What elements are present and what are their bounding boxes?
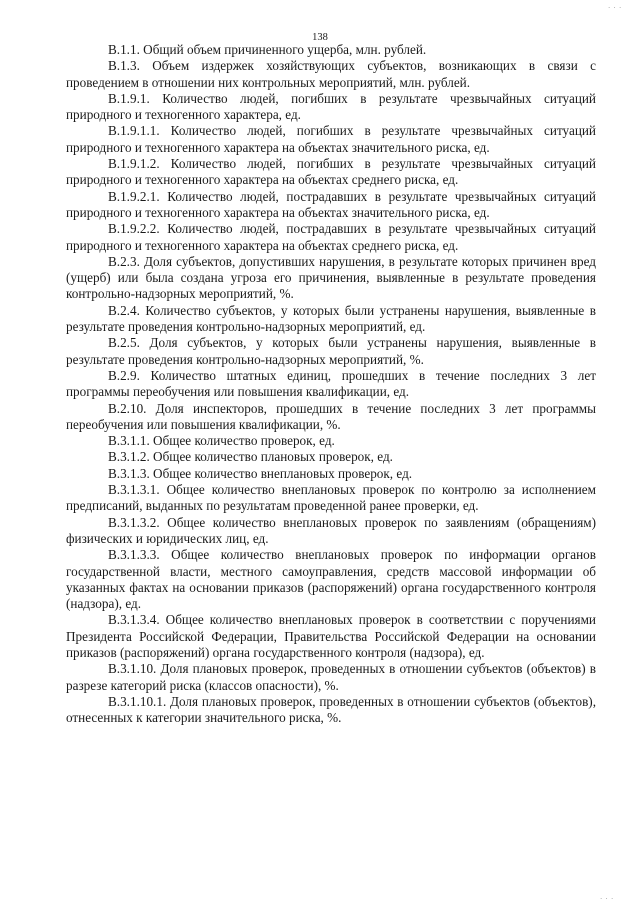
paragraph: В.1.9.1.1. Количество людей, погибших в результате чрезвычайных ситуаций природного и техногенного характера на объектах значительного риска, ед.	[66, 123, 596, 155]
paragraph: В.2.10. Доля инспекторов, прошедших в течение последних 3 лет программы переобучения или повышения квалификации, %.	[66, 400, 596, 432]
paragraph: В.2.4. Количество субъектов, у которых были устранены нарушения, выявленные в результате проведения контрольно-надзорных мероприятий, ед.	[66, 302, 596, 335]
paragraph: В.1.3. Объем издержек хозяйствующих субъектов, возникающих в связи с проведением в отношении них контрольных мероприятий, млн. рублей.	[66, 58, 596, 90]
paragraph: В.3.1.3.1. Общее количество внеплановых проверок по контролю за исполнением предписаний, выданных по результатам проведенной ранее проверки, ед.	[66, 482, 596, 514]
paragraph: В.1.1. Общий объем причиненного ущерба, млн. рублей.	[108, 42, 427, 57]
paragraph: В.1.9.2.1. Количество людей, пострадавших в результате чрезвычайных ситуаций природного и техногенного характера на объектах значительного риска, ед.	[66, 188, 596, 220]
paragraph: В.3.1.3.3. Общее количество внеплановых проверок по информации органов государственной власти, местного самоуправления, средств массовой информации об указанных фактах на основании приказов (распоряжений) органа государственного контроля (надзора), ед.	[66, 547, 596, 612]
paragraph: В.2.9. Количество штатных единиц, прошедших в течение последних 3 лет программы переобучения или повышения квалификации, ед.	[66, 367, 596, 400]
paragraph: В.1.9.1. Количество людей, погибших в результате чрезвычайных ситуаций природного и техногенного характера, ед.	[66, 90, 596, 123]
paragraph: В.1.9.1.2. Количество людей, погибших в результате чрезвычайных ситуаций природного и техногенного характера на объектах среднего риска, ед.	[66, 156, 596, 188]
paragraph: В.3.1.3. Общее количество внеплановых проверок, ед.	[108, 465, 413, 481]
paragraph: В.3.1.3.2. Общее количество внеплановых проверок по заявлениям (обращениям) физических и юридических лиц, ед.	[66, 514, 596, 546]
paragraph: В.3.1.1. Общее количество проверок, ед.	[108, 433, 335, 449]
paragraph: В.2.3. Доля субъектов, допустивших нарушения, в результате которых причинен вред (ущерб) или была создана угроза его причинения, выявленные в результате проведения контрольно-надзорных мероприятий, %.	[66, 253, 596, 302]
paragraph: В.3.1.3.4. Общее количество внеплановых проверок в соответствии с поручениями Президента Российской Федерации, Правительства Российской Федерации на основании приказов (распоряжений) органа государственного контроля (надзора), ед.	[66, 612, 596, 660]
paragraph: В.3.1.10. Доля плановых проверок, проведенных в отношении субъектов (объектов) в разрезе категорий риска (классов опасности), %.	[66, 661, 596, 693]
corner-mark-bottom: . . .	[600, 893, 614, 901]
page-number: 138	[312, 32, 328, 43]
document-body	[66, 42, 596, 726]
paragraph: В.3.1.10.1. Доля плановых проверок, проведенных в отношении субъектов (объектов), отнесенных к категории значительного риска, %.	[66, 693, 596, 726]
paragraph: В.2.5. Доля субъектов, у которых были устранены нарушения, выявленные в результате проведения контрольно-надзорных мероприятий, %.	[66, 335, 596, 367]
paragraph: В.1.9.2.2. Количество людей, пострадавших в результате чрезвычайных ситуаций природного и техногенного характера на объектах среднего риска, ед.	[66, 221, 596, 253]
paragraph: В.3.1.2. Общее количество плановых проверок, ед.	[108, 449, 393, 465]
corner-mark-top: . . .	[608, 2, 622, 10]
